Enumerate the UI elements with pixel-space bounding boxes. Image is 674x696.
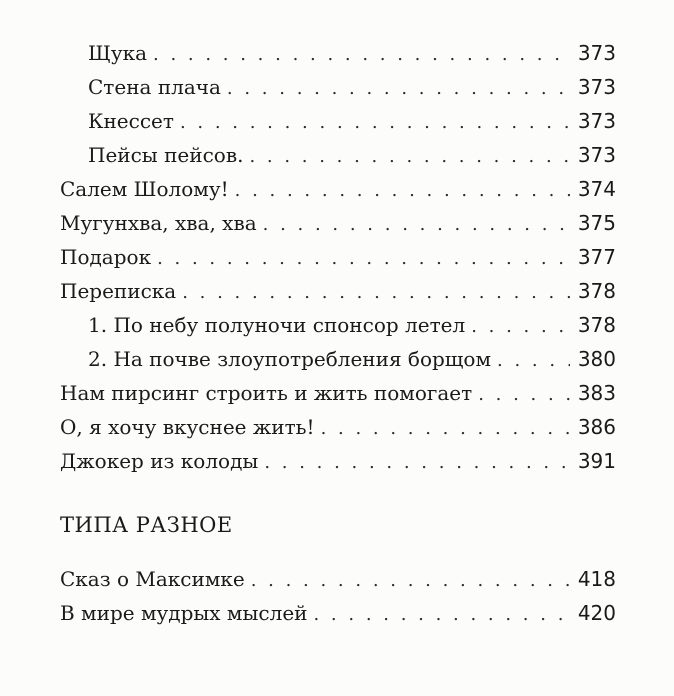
toc-entry bbox=[60, 138, 616, 172]
toc-entry-page: 380 bbox=[577, 347, 616, 371]
toc-leader-dots bbox=[157, 242, 570, 276]
toc-leader-dots bbox=[249, 140, 570, 174]
toc-entry bbox=[60, 308, 616, 342]
toc-leader-dots bbox=[471, 310, 570, 344]
toc-entry bbox=[60, 36, 616, 70]
toc-entry bbox=[60, 206, 616, 240]
toc-entry-page: 375 bbox=[577, 211, 616, 235]
toc-entry-title: В мире мудрых мыслей bbox=[60, 601, 308, 625]
toc-entry bbox=[60, 240, 616, 274]
section-heading: ТИПА РАЗНОЕ bbox=[60, 513, 233, 537]
toc-entry bbox=[60, 376, 616, 410]
toc-leader-dots bbox=[227, 72, 570, 106]
toc-entry bbox=[60, 104, 616, 138]
toc-entry bbox=[60, 410, 616, 444]
toc-entry bbox=[60, 70, 616, 104]
toc-leader-dots bbox=[321, 412, 570, 446]
toc-entry bbox=[60, 342, 616, 376]
section-contents bbox=[60, 562, 616, 630]
table-of-contents bbox=[60, 36, 616, 478]
toc-entry-title: Салем Шолому! bbox=[60, 177, 229, 201]
toc-entry-title: Нам пирсинг строить и жить помогает bbox=[60, 381, 473, 405]
toc-leader-dots bbox=[313, 598, 570, 632]
toc-entry bbox=[60, 444, 616, 478]
toc-entry bbox=[60, 562, 616, 596]
toc-entry-title: Мугунхва, хва, хва bbox=[60, 211, 257, 235]
toc-entry-page: 377 bbox=[577, 245, 616, 269]
toc-entry-title: Пейсы пейсов. bbox=[88, 143, 244, 167]
toc-leader-dots bbox=[497, 344, 570, 378]
toc-leader-dots bbox=[235, 174, 570, 208]
toc-entry bbox=[60, 596, 616, 630]
toc-entry-page: 378 bbox=[577, 279, 616, 303]
toc-entry-page: 374 bbox=[577, 177, 616, 201]
toc-entry-page: 386 bbox=[577, 415, 616, 439]
toc-entry-title: Сказ о Максимке bbox=[60, 567, 245, 591]
toc-entry-title: Стена плача bbox=[88, 75, 221, 99]
toc-leader-dots bbox=[263, 208, 570, 242]
toc-leader-dots bbox=[182, 276, 570, 310]
toc-leader-dots bbox=[180, 106, 570, 140]
toc-leader-dots bbox=[264, 446, 570, 480]
toc-entry bbox=[60, 172, 616, 206]
toc-entry-title: Щука bbox=[88, 41, 148, 65]
toc-entry-page: 373 bbox=[577, 75, 616, 99]
toc-entry-page: 373 bbox=[577, 143, 616, 167]
toc-entry bbox=[60, 274, 616, 308]
toc-leader-dots bbox=[153, 38, 570, 72]
toc-entry-title: Кнессет bbox=[88, 109, 174, 133]
toc-entry-page: 420 bbox=[577, 601, 616, 625]
toc-leader-dots bbox=[478, 378, 570, 412]
toc-entry-title: 1. По небу полуночи спонсор летел bbox=[88, 313, 466, 337]
toc-entry-title: О, я хочу вкуснее жить! bbox=[60, 415, 315, 439]
toc-entry-page: 383 bbox=[577, 381, 616, 405]
toc-leader-dots bbox=[251, 564, 570, 598]
toc-entry-title: Подарок bbox=[60, 245, 152, 269]
toc-entry-title: 2. На почве злоупотребления борщом bbox=[88, 347, 491, 371]
toc-entry-page: 391 bbox=[577, 449, 616, 473]
toc-entry-page: 418 bbox=[577, 567, 616, 591]
toc-entry-page: 378 bbox=[577, 313, 616, 337]
toc-entry-page: 373 bbox=[577, 41, 616, 65]
toc-entry-title: Переписка bbox=[60, 279, 177, 303]
toc-entry-title: Джокер из колоды bbox=[60, 449, 259, 473]
toc-entry-page: 373 bbox=[577, 109, 616, 133]
